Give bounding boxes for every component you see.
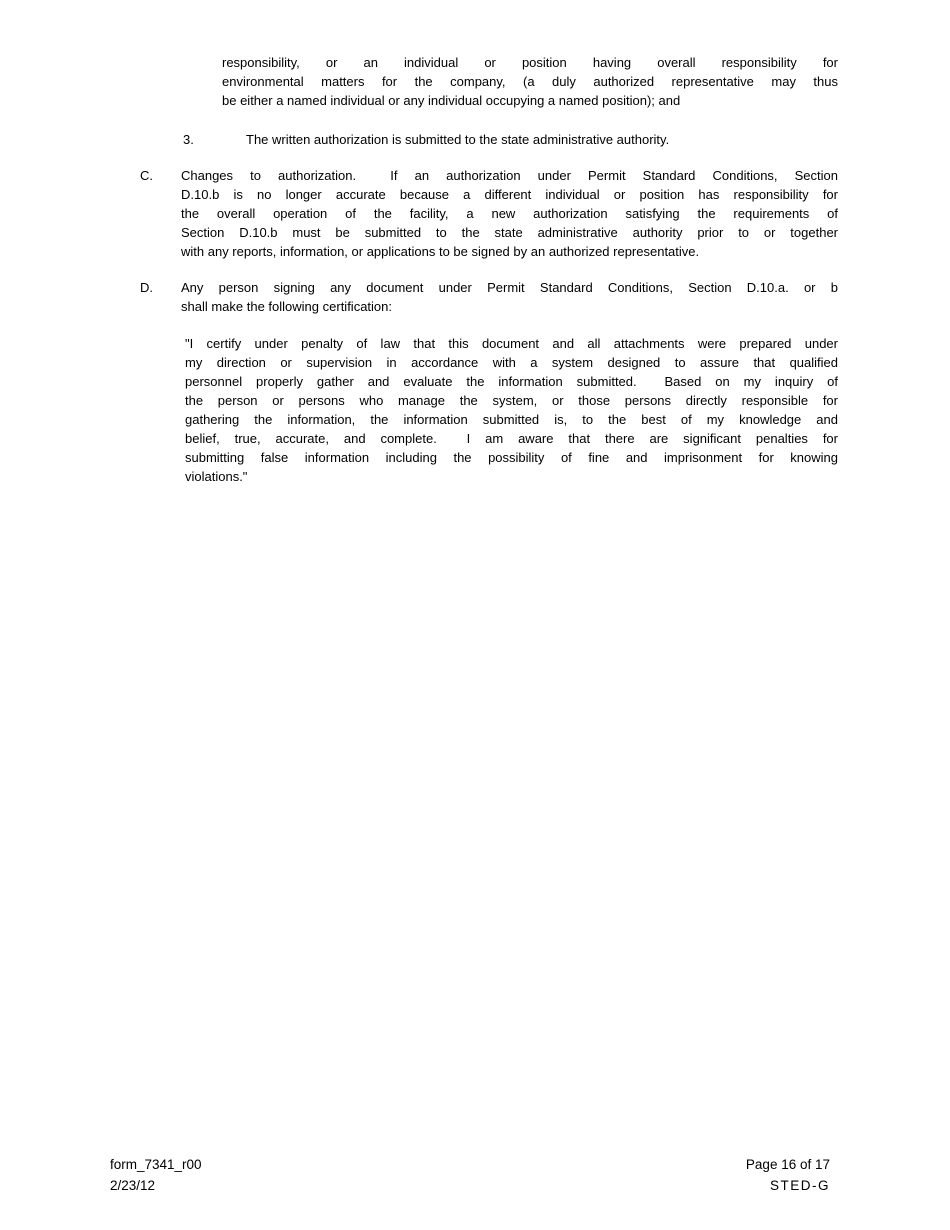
text-line: gathering the information, the information submitted is, to the best of my knowledge and bbox=[185, 412, 838, 427]
text-line: the person or persons who manage the system, or those persons directly responsible for bbox=[185, 393, 838, 408]
section-d-label: D. bbox=[140, 280, 153, 295]
section-d-body bbox=[181, 278, 838, 316]
section-c-body bbox=[181, 166, 838, 261]
text-line: submitting false information including the possibility of fine and imprisonment for knowing bbox=[185, 450, 838, 465]
list-item-3-number: 3. bbox=[183, 132, 194, 147]
footer-date: 2/23/12 bbox=[110, 1178, 156, 1193]
text-line: Section D.10.b must be submitted to the state administrative authority prior to or together bbox=[181, 225, 838, 240]
intro-continuation-paragraph bbox=[222, 53, 838, 110]
text-line: responsibility, or an individual or position having overall responsibility for bbox=[222, 55, 838, 70]
footer-form-number: form_7341_r00 bbox=[110, 1157, 202, 1172]
text-line: personnel properly gather and evaluate the information submitted. Based on my inquiry of bbox=[185, 374, 838, 389]
text-line: Any person signing any document under Permit Standard Conditions, Section D.10.a. or b bbox=[181, 280, 838, 295]
text-line: Changes to authorization. If an authorization under Permit Standard Conditions, Section bbox=[181, 168, 838, 183]
text-line: "I certify under penalty of law that this document and all attachments were prepared under bbox=[185, 336, 838, 351]
certification-paragraph bbox=[185, 334, 838, 486]
text-line: environmental matters for the company, (a duly authorized representative may thus bbox=[222, 74, 838, 89]
section-c-label: C. bbox=[140, 168, 153, 183]
section-c bbox=[140, 166, 838, 261]
text-line: shall make the following certification: bbox=[181, 299, 392, 314]
footer-right bbox=[530, 1154, 830, 1196]
text-line: belief, true, accurate, and complete. I am aware that there are significant penalties for bbox=[185, 431, 838, 446]
text-line: my direction or supervision in accordance with a system designed to assure that qualified bbox=[185, 355, 838, 370]
list-item-3-text: The written authorization is submitted to the state administrative authority. bbox=[246, 132, 670, 147]
footer-left bbox=[110, 1154, 202, 1196]
text-line: D.10.b is no longer accurate because a different individual or position has responsibility for bbox=[181, 187, 838, 202]
list-item-3 bbox=[183, 130, 838, 149]
footer-page-indicator: Page 16 of 17 bbox=[745, 1157, 830, 1172]
text-line: with any reports, information, or applications to be signed by an authorized representative. bbox=[181, 244, 700, 259]
text-line: violations." bbox=[185, 469, 248, 484]
text-line: be either a named individual or any individual occupying a named position); and bbox=[222, 93, 681, 108]
footer-document-code: STED-G bbox=[769, 1178, 830, 1193]
section-d bbox=[140, 278, 838, 316]
text-line: the overall operation of the facility, a new authorization satisfying the requirements of bbox=[181, 206, 838, 221]
